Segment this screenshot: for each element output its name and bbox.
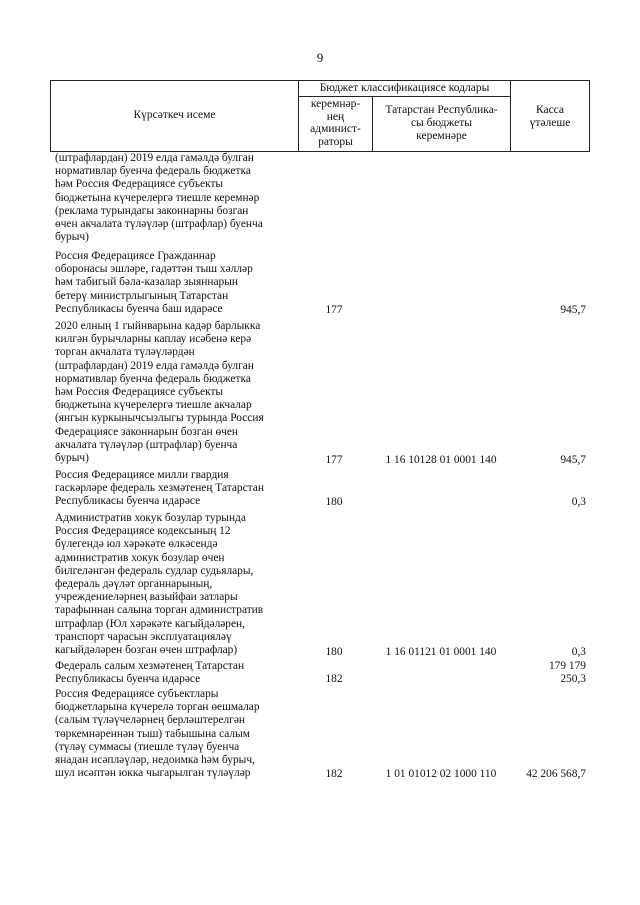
header-budget-revenue-code: Татарстан Республика- сы бюджеты керемнәре	[385, 104, 498, 142]
row-amount: 42 206 568,7	[526, 768, 586, 780]
row-admin-code: 177	[325, 304, 343, 316]
row-admin-code: 180	[325, 496, 343, 508]
header-budget-codes: Бюджет классификациясе кодлары	[319, 82, 490, 94]
row-budget-code: 1 16 01121 01 0001 140	[385, 646, 497, 658]
row-admin-code: 177	[325, 454, 343, 466]
header-revenue-administrator: керемнәр- нең админист- раторы	[310, 98, 361, 148]
row-description: (штрафлардан) 2019 елда гамәлдә булган нормативлар буенча федераль бюджетка һәм Россия Федерациясе субъекты бюджетына күчерелергә тиешле керемнәр (реклама турындагы законнарны бозган өчен акчалата түләүләр (штрафлар) буенча бурыч)	[55, 152, 263, 244]
row-admin-code: 182	[325, 673, 343, 685]
row-description: Федераль салым хезмәтенең Татарстан Республикасы буенча идарәсе	[55, 660, 245, 686]
row-description: Россия Федерациясе Гражданнар оборонасы эшләре, гадәттән тыш хәлләр һәм табигый бәла-казалар зыяннарын бетерү министрлыгының Татарстан Республикасы буенча баш идарәсе	[55, 250, 253, 315]
row-description: Административ хокук бозулар турында Россия Федерациясе кодексының 12 бүлегендә юл хәрәкәте өлкәсендә административ хокук бозулар өчен билгеләнгән федераль судлар судьялары, федераль дәүләт органнарының, учреждениеләрнең вазыйфаи затлары тарафыннан салына торган административ штрафлар (Юл хәрәкәте кагыйдәләрен, транспорт чарасын эксплуатацияләү кагыйдәләрен бозган өчен штрафлар)	[55, 512, 264, 657]
row-admin-code: 180	[325, 646, 343, 658]
row-amount: 179 179 250,3	[548, 660, 586, 685]
row-description: 2020 елның 1 гыйнварына кадәр барлыкка килгән бурычларны каплау исәбенә керә торган акчалата түләүләрдән (штрафлардан) 2019 елда гамәлдә булган нормативлар буенча федераль бюджетка һәм Россия Федерациясе субъекты бюджетына күчерелергә тиешле акчалар (янгын куркынычсызлыгы турында Россия Федерациясе законнарын бозган өчен акчалата түләүләр (штрафлар) буенча бурыч)	[55, 320, 264, 465]
row-description: Россия Федерациясе милли гвардия гаскәрләре федераль хезмәтенең Татарстан Республикасы буенча идарәсе	[55, 469, 264, 508]
row-amount: 945,7	[560, 454, 586, 466]
page-number: 9	[316, 50, 324, 65]
row-amount: 945,7	[560, 304, 586, 316]
row-admin-code: 182	[325, 768, 343, 780]
row-amount: 0,3	[571, 496, 586, 508]
header-indicator-name: Күрсәткеч исеме	[133, 109, 216, 121]
row-budget-code: 1 01 01012 02 1000 110	[385, 768, 497, 780]
row-description: Россия Федерациясе субъектлары бюджетларына күчерелә торган өешмалар (салым түләүчеләрнең берләштерелгән төркемнәреннән тыш) табышына салым (түләү суммасы (тиешле түләү буенча янадан исәпләүләр, недоимка һәм бурыч, шул исәптән юкка чыгарылган түләүләр	[55, 688, 260, 780]
row-budget-code: 1 16 10128 01 0001 140	[385, 454, 497, 466]
header-cash-execution: Касса үтәлеше	[529, 104, 571, 129]
row-amount: 0,3	[571, 646, 586, 658]
